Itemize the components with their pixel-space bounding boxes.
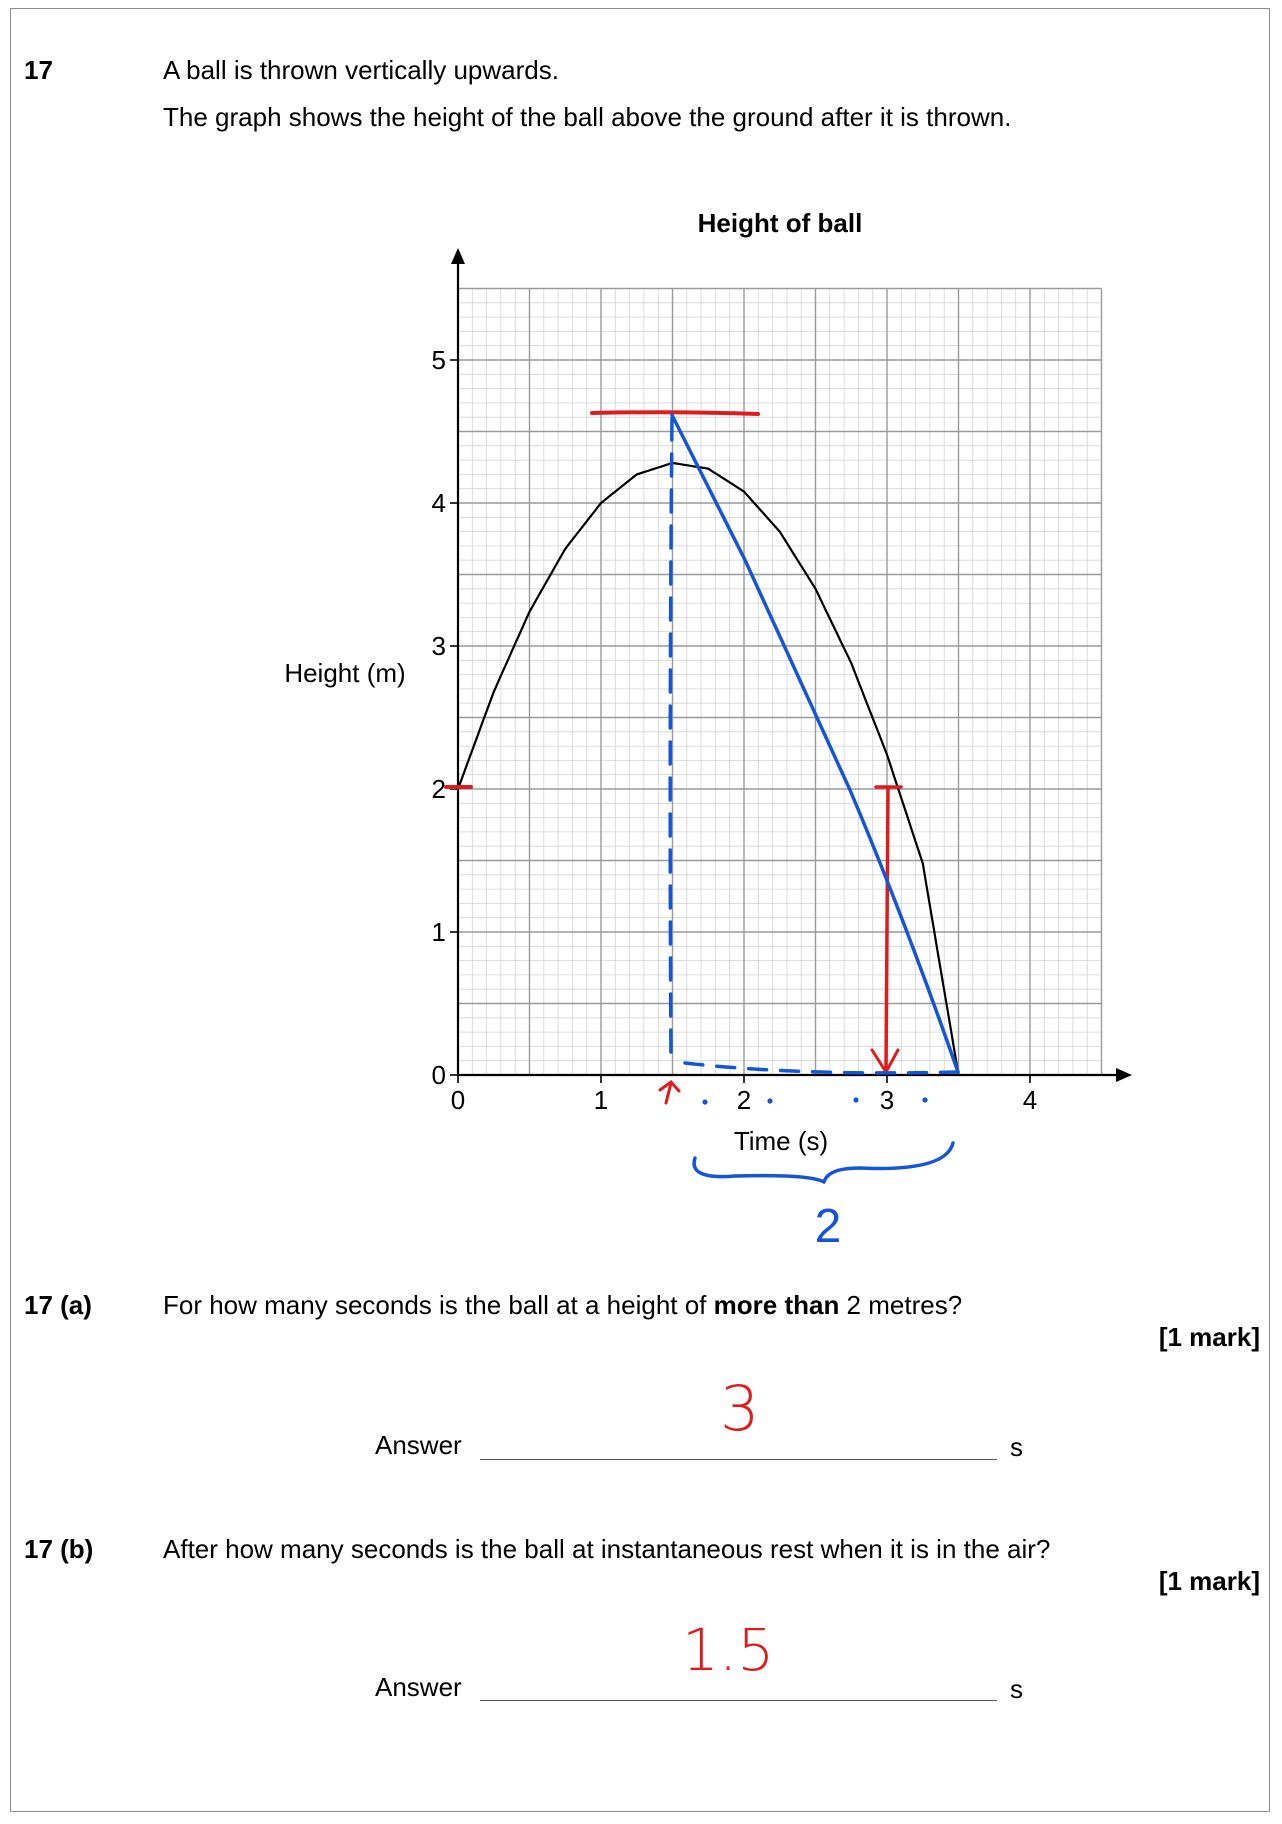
- x-tick-label: 1: [593, 1085, 609, 1115]
- series-layer: [458, 463, 959, 1075]
- part-a-question: [163, 1290, 962, 1320]
- part-b-question: After how many seconds is the ball at instantaneous rest when it is in the air?: [163, 1534, 1051, 1564]
- part-b-unit: s: [1010, 1674, 1023, 1704]
- height-curve: [458, 463, 959, 1075]
- part-a-text-bold: more than: [713, 1290, 840, 1320]
- part-a-marks: [1 mark]: [1158, 1322, 1260, 1352]
- y-tick-label: 4: [431, 488, 446, 518]
- x-tick-label: 0: [450, 1085, 466, 1115]
- part-a-answer-value: 3: [720, 1372, 760, 1445]
- part-a-label: 17 (a): [24, 1290, 92, 1320]
- blue-dot: [767, 1098, 772, 1103]
- part-b-answer-label: Answer: [375, 1672, 462, 1702]
- y-tick-label: 1: [431, 917, 446, 947]
- blue-dashed-horizontal: [685, 1063, 958, 1073]
- red-max-height-line: [592, 412, 758, 414]
- blue-dot: [922, 1097, 927, 1102]
- y-axis-arrow: [451, 248, 465, 264]
- part-a-answer-label: Answer: [375, 1430, 462, 1460]
- blue-brace-label: 2: [814, 1200, 842, 1250]
- blue-dashed-vertical: [670, 418, 672, 1060]
- y-tick-label: 3: [431, 631, 446, 661]
- part-a-text-before: For how many seconds is the ball at a height of: [163, 1290, 714, 1320]
- part-b-answer-line[interactable]: [480, 1700, 997, 1701]
- blue-dot: [853, 1097, 858, 1102]
- red-t15-arrow: [660, 1082, 679, 1103]
- part-a-unit: s: [1010, 1432, 1023, 1462]
- minor-grid: [458, 289, 1102, 1076]
- part-b-label: 17 (b): [24, 1534, 94, 1564]
- part-a-text-after: 2 metres?: [839, 1290, 963, 1320]
- chart-title: Height of ball: [697, 208, 863, 238]
- red-t3-vertical-line: [886, 788, 888, 1070]
- part-a-answer-line[interactable]: [480, 1459, 997, 1460]
- x-tick-label: 3: [879, 1085, 895, 1115]
- annotation-layer: [446, 412, 958, 1250]
- y-tick-label: 0: [431, 1060, 446, 1090]
- x-axis-label: Time (s): [733, 1126, 829, 1156]
- x-tick-label: 4: [1022, 1085, 1038, 1115]
- part-b-marks: [1 mark]: [1158, 1566, 1260, 1596]
- blue-dot: [702, 1099, 707, 1104]
- y-tick-label: 2: [431, 774, 446, 804]
- question-number: 17: [24, 55, 53, 85]
- question-intro-line1: A ball is thrown vertically upwards.: [163, 55, 559, 85]
- x-axis-arrow: [1116, 1068, 1132, 1082]
- y-axis-label: Height (m): [284, 658, 406, 688]
- major-grid: [458, 289, 1102, 1076]
- x-tick-label: 2: [736, 1085, 752, 1115]
- question-intro-line2: The graph shows the height of the ball above the ground after it is thrown.: [163, 102, 1012, 132]
- part-b-answer-value: 1.5: [682, 1616, 775, 1684]
- y-tick-label: 5: [431, 345, 446, 375]
